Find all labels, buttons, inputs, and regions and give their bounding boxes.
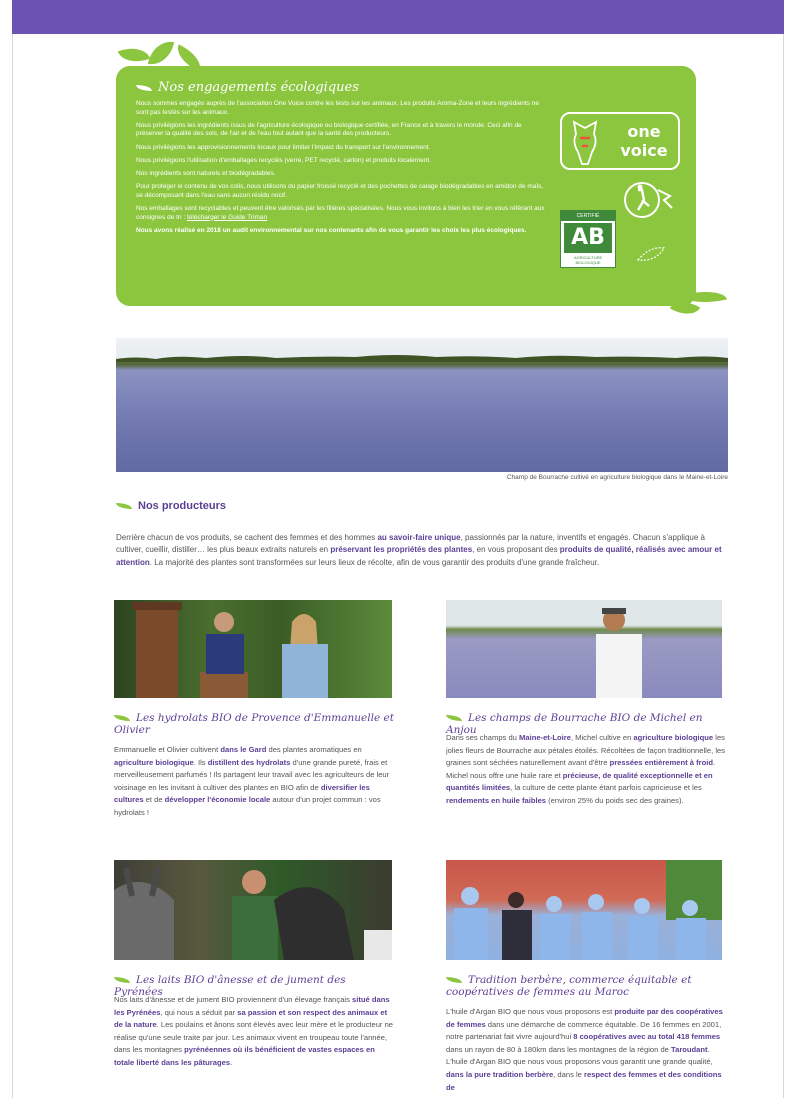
leaf-icon bbox=[446, 977, 462, 983]
card-text: . Les poulains et ânons sont élevés avec leur mère et le producteur ne réalise qu'une seule traite par jour. Les animaux vivent en troupeau toute l'année, dans les montagnes bbox=[114, 1020, 394, 1055]
card-title-argan bbox=[446, 974, 726, 998]
engagement-item bbox=[136, 227, 550, 236]
card-text: autour d'un projet commun : vos hydrolats ! bbox=[114, 795, 381, 817]
card-highlight: situé dans les Pyrénées bbox=[114, 995, 390, 1017]
card-text-hydrolats bbox=[114, 744, 394, 820]
ab-caption: AGRICULTURE BIOLOGIQUE bbox=[573, 255, 603, 265]
engagements-title bbox=[136, 80, 359, 95]
card-title-text: Tradition berbère, commerce équitable et coopératives de femmes au Maroc bbox=[446, 974, 692, 998]
card-text: d'une grande pureté, frais et merveilleusement parfumés ! Ils partagent leur travail avec les agriculteurs de leur voisinage en les invitant à cultiver des plantes en BIO afin de bbox=[114, 757, 390, 792]
engagement-item-recycling bbox=[136, 205, 550, 222]
card-highlight: rendements en huile faibles bbox=[446, 795, 547, 805]
distillery-scene bbox=[114, 600, 392, 698]
frame-left-border bbox=[12, 34, 13, 1098]
card-text: les jolies fleurs de Bourrache aux pétales étoilés. Récoltées de façon traditionnelle, les graines sont séchées naturellement avant d'être bbox=[446, 733, 726, 768]
hydrolats-producers-photo bbox=[114, 600, 392, 698]
borage-field-photo bbox=[116, 338, 728, 472]
card-highlight: précieuse, de qualité exceptionnelle et en quantités limitées bbox=[446, 770, 713, 793]
donkey-farm-photo bbox=[114, 860, 392, 960]
card-highlight: distillent des hydrolats bbox=[207, 757, 291, 767]
card-text-argan bbox=[446, 1006, 726, 1094]
card-title-text: Les hydrolats BIO de Provence d'Emmanuelle et Olivier bbox=[114, 712, 394, 736]
decorative-leaf-icon bbox=[148, 38, 174, 67]
intro-highlight: au savoir-faire unique bbox=[377, 533, 461, 542]
engagement-item: Pour protéger le contenu de vos colis, nous utilisons du papier froissé recyclé et des pochettes de calage biodégradables en amidon de maïs, se décomposant dans l'eau sans aucun résidu nocif. bbox=[136, 183, 544, 199]
card-highlight: respect des femmes et des conditions de bbox=[446, 1069, 722, 1092]
producers-title bbox=[116, 500, 226, 512]
engagement-item: Nos ingrédients sont naturels et biodégradables. bbox=[136, 169, 276, 177]
intro-text: . La majorité des plantes sont transformées sur leurs lieux de récolte, afin de vous garantir des produits d'une grande fraîcheur. bbox=[149, 557, 600, 567]
card-text: Dans ses champs du bbox=[446, 733, 520, 742]
recycling-text: Nos emballages sont recyclables et peuvent être valorisés par les filières spécialisées. Nous vous invitons à bien les trier en vous référant aux consignes de tri : bbox=[136, 204, 545, 221]
engagements-text bbox=[136, 100, 550, 240]
card-title-hydrolats bbox=[114, 712, 394, 736]
card-title-text: Les laits BIO d'ânesse et de jument des Pyrénées bbox=[114, 974, 346, 998]
card-text: des plantes aromatiques en bbox=[266, 745, 362, 754]
card-text-laits bbox=[114, 994, 394, 1070]
card-highlight: sa passion et son respect des animaux et de la nature bbox=[114, 1007, 388, 1030]
audit-text: Nous avons réalisé en 2018 un audit environnemental sur nos contenants afin de vous garantir les choix les plus écologiques. bbox=[136, 226, 527, 234]
card-text: , Michel cultive en bbox=[570, 733, 634, 742]
card-highlight: pyrénéennes où ils bénéficient de vastes espaces en totale liberté dans les pâturages bbox=[114, 1045, 375, 1067]
card-highlight: dans la pure tradition berbère bbox=[446, 1069, 554, 1079]
top-banner-bar bbox=[12, 0, 784, 34]
card-highlight: agriculture biologique bbox=[633, 733, 714, 742]
farmer-scene bbox=[446, 600, 722, 698]
engagement-item: Nous privilégions les approvisionnements locaux pour limiter l'impact du transport sur l'environnement. bbox=[136, 143, 431, 151]
card-highlight: Maine-et-Loire bbox=[519, 733, 571, 742]
argan-cooperative-photo bbox=[446, 860, 722, 960]
leaf-icon bbox=[116, 503, 132, 509]
card-highlight: 8 coopératives avec au total 418 femmes bbox=[573, 1032, 721, 1042]
card-text: Emmanuelle et Olivier cultivent bbox=[114, 745, 221, 754]
engagement-item: Nous sommes engagés auprès de l'association One Voice contre les tests sur les animaux. Les produits Aroma-Zone et leurs ingrédients ne sont pas testés sur les animaux. bbox=[136, 100, 540, 116]
card-highlight: produite par des coopératives de femmes bbox=[446, 1007, 723, 1029]
card-highlight: diversifier les cultures bbox=[114, 782, 370, 805]
one-voice-text: one voice bbox=[620, 122, 668, 160]
borage-farmer-photo bbox=[446, 600, 722, 698]
field-caption: Champ de Bourrache cultivé en agriculture biologique dans le Maine-et-Loire bbox=[506, 474, 728, 481]
intro-highlight: produits de qualité, réalisés avec amour et attention bbox=[116, 545, 722, 567]
leaf-icon bbox=[446, 715, 462, 721]
card-text: , qui nous a séduit par bbox=[160, 1007, 238, 1017]
recycling-person-icon bbox=[622, 180, 676, 220]
ab-letters: AB bbox=[564, 223, 612, 253]
leaf-icon bbox=[114, 715, 130, 721]
card-highlight: agriculture biologique bbox=[114, 757, 194, 767]
intro-text: , en vous proposant des bbox=[472, 545, 560, 555]
animal-head-icon bbox=[568, 118, 602, 166]
card-text: . Ils bbox=[193, 757, 208, 767]
decorative-leaf-icon bbox=[118, 42, 150, 68]
engagement-item: Nous privilégions l'utilisation d'emballages recyclés (verre, PET recyclé, carton) et produits localement. bbox=[136, 156, 431, 164]
card-text: dans une démarche de commerce équitable. De 16 femmes en 2001, notre partenariat fait vivre aujourd'hui bbox=[446, 1019, 722, 1042]
card-text: . bbox=[230, 1057, 233, 1067]
engagement-item: Nous privilégions les ingrédients issus de l'agriculture écologique ou biologique certifiée, en France et à travers le monde. Ceci afin de préserver la qualité des sols, de l'air et de l'eau tout autant que la santé des producteurs. bbox=[136, 121, 522, 138]
card-highlight: développer l'économie locale bbox=[164, 795, 271, 805]
ab-organic-logo bbox=[560, 210, 616, 268]
card-text: dans un rayon de 80 à 180km dans les montagnes de la région de bbox=[446, 1044, 672, 1054]
donkeys-scene bbox=[114, 860, 392, 960]
leaf-icon bbox=[136, 85, 152, 91]
cooperative-women-scene bbox=[446, 860, 722, 960]
card-highlight: dans le Gard bbox=[220, 745, 267, 754]
ab-certified-label: CERTIFIÉ bbox=[561, 211, 615, 221]
card-text: , la culture de cette plante étant parfois capricieuse et les bbox=[510, 783, 702, 793]
card-text: (environ 25% du poids sec des graines). bbox=[546, 795, 684, 805]
engagements-title-text: Nos engagements écologiques bbox=[158, 80, 359, 95]
intro-text: Derrière chacun de vos produits, se cachent des femmes et des hommes bbox=[116, 533, 378, 542]
tree-line bbox=[116, 352, 728, 362]
intro-text: , passionnés par la nature, inventifs et engagés. Chacun s'applique à cultiver, cueillir, distiller… les plus beaux extraits naturels en bbox=[116, 533, 705, 555]
leaf-icon bbox=[114, 977, 130, 983]
card-text: L'huile d'Argan BIO que nous vous proposons est bbox=[446, 1007, 615, 1016]
card-text: . L'huile d'Argan BIO que nous vous proposons vous garantit une grande qualité, bbox=[446, 1044, 713, 1067]
card-text-bourrache bbox=[446, 732, 726, 808]
intro-highlight: préservant les propriétés des plantes bbox=[330, 545, 473, 555]
triman-guide-link[interactable]: télécharger le Guide Triman bbox=[186, 213, 268, 221]
card-highlight: Taroudant bbox=[671, 1044, 708, 1054]
producers-intro bbox=[116, 532, 726, 569]
card-text: et de bbox=[143, 795, 165, 805]
one-voice-logo bbox=[560, 112, 680, 170]
card-text: , dans le bbox=[553, 1069, 585, 1079]
producers-title-text: Nos producteurs bbox=[138, 500, 227, 512]
card-text: Nos laits d'ânesse et de jument BIO proviennent d'un élevage français bbox=[114, 995, 353, 1004]
card-highlight: pressées entièrement à froid bbox=[609, 758, 713, 768]
frame-right-border bbox=[783, 34, 784, 1098]
card-title-text: Les champs de Bourrache BIO de Michel en Anjou bbox=[446, 712, 703, 736]
card-text: . Michel nous offre une huile rare et bbox=[446, 758, 716, 780]
eu-organic-leaf-icon bbox=[634, 244, 668, 264]
